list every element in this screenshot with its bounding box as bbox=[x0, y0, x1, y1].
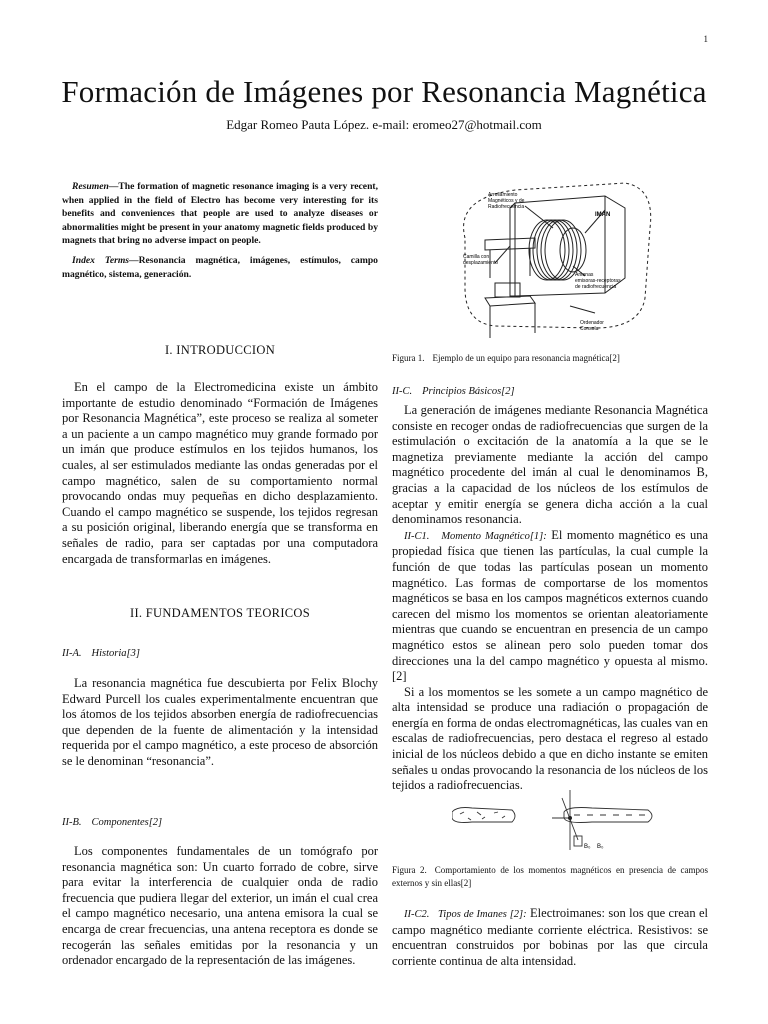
subsection-title: Componentes[2] bbox=[91, 817, 163, 828]
figure-2-caption bbox=[392, 864, 708, 889]
momento-title: Momento Magnético[1]: bbox=[441, 530, 547, 542]
abstract-block bbox=[62, 180, 378, 281]
figure-1-caption-text bbox=[392, 352, 708, 365]
fig1-label-camilla: Camilla con bbox=[463, 254, 490, 260]
paper-title: Formación de Imágenes por Resonancia Magnética bbox=[61, 74, 707, 109]
momento-paragraph bbox=[392, 528, 708, 685]
abstract-dash: — bbox=[108, 181, 119, 192]
fig1-label-iman: IMAN bbox=[595, 212, 611, 218]
index-terms-dash: — bbox=[129, 254, 139, 266]
figure-2-magnetic-moments bbox=[452, 788, 662, 858]
intro-body bbox=[62, 380, 378, 567]
componentes-paragraph: Los componentes fundamentales de un tomógrafo por resonancia magnética son: Un cuarto forrado de cobre, sirve para evitar la interferencia de cualquier onda de radio frecuencia que pudiera llegar del exterior, un imán el cual crea el campo magnético necesario, una antena emisora la cual se encarga de crear frecuencias, una antena receptora es donde se recogerán las señales emitidas por la resonancia y un ordenador encargado de la representación de las imágenes. bbox=[62, 844, 378, 968]
author-line: Edgar Romeo Pauta López. e-mail: eromeo27@hotmail.com bbox=[226, 117, 542, 132]
tipos-imanes-number: II-C2. bbox=[404, 909, 430, 920]
momento-heading bbox=[404, 531, 547, 542]
fig1-label-de-radiofrecuencia: de radiofrecuencia bbox=[575, 284, 617, 290]
section-heading-introduccion: I. INTRODUCCION bbox=[164, 343, 276, 357]
fig1-label-desplazamiento: desplazamiento bbox=[463, 260, 499, 266]
tipos-imanes-heading bbox=[404, 909, 527, 920]
subsection-title: Historia[3] bbox=[91, 648, 140, 659]
fig1-label-magneticos: Magnéticos y de bbox=[488, 198, 525, 204]
subsection-number: II-B. bbox=[62, 817, 82, 828]
figure-1-caption bbox=[392, 352, 708, 365]
fig1-label-antenas: Antenas bbox=[575, 272, 594, 278]
fig1-label-ordenador: Ordenador bbox=[580, 320, 604, 326]
subsection-heading-componentes bbox=[62, 817, 378, 828]
figure-2-caption-label: Figura 2. bbox=[392, 865, 427, 875]
tipos-imanes-paragraph bbox=[392, 906, 708, 969]
fig1-label-radiofrecuencia: Radiofrecuencia bbox=[488, 204, 525, 210]
fig2-label-n: B₀ bbox=[597, 844, 604, 850]
momento-number: II-C1. bbox=[404, 530, 430, 542]
abstract-paragraph bbox=[62, 180, 378, 248]
subsection-number: II-C. bbox=[392, 386, 413, 397]
componentes-body bbox=[62, 844, 378, 969]
subsection-heading-historia bbox=[62, 648, 378, 659]
historia-body bbox=[62, 676, 378, 770]
abstract-text: The formation of magnetic resonance imaging is a very recent, when applied in the field of Electro has become very interesting for its benefits and conveniences that people are used to analyze diseases or abnormalities might be present in your anatomy magnetic fields produced by magnets that bring no adverse impact on people. bbox=[62, 181, 378, 247]
tipos-imanes-body bbox=[392, 906, 708, 969]
fig1-label-emisoras: emisoras-receptoras bbox=[575, 278, 621, 284]
historia-paragraph: La resonancia magnética fue descubierta por Felix Blochy Edward Purcell los cuales experimentalmente encuentran que los átomos de los tejidos absorben energía de radiofrecuencias que dependen de la fuente de alimentación y la intensidad requerida por el campo magnético, a este proceso de absorción se le denominan “resonancia”. bbox=[62, 676, 378, 768]
tipos-imanes-title: Tipos de Imanes [2]: bbox=[438, 909, 527, 920]
subsection-title: Principios Básicos[2] bbox=[422, 386, 515, 397]
section-heading-fundamentos: II. FUNDAMENTOS TEORICOS bbox=[129, 606, 310, 620]
momento-paragraph-2: Si a los momentos se les somete a un campo magnético de alta intensidad se produce una radiación o propagación de energía en forma de ondas electromagnéticas, las cuales van en escalas de radiofrecuencias, pero destaca el regreso al estado inicial de los núcleos debido a que en dicho instante se emiten señales u ondas provocando la resonancia de los núcleos de los tejidos a radiofrecuencias. bbox=[392, 684, 708, 793]
tipos-imanes-text: Electroimanes: son los que crean el campo magnético mediante corriente eléctrica. Resistivos: se encuentran construidos por bobinas por las que circula corriente continua de alta intensidad. bbox=[392, 906, 709, 968]
mri-machine-illustration bbox=[455, 178, 655, 340]
figure-1-mri-machine bbox=[455, 178, 655, 340]
figure-1-caption-label: Figura 1. bbox=[392, 353, 425, 363]
figure-2-origin-point bbox=[568, 816, 572, 820]
fig1-label-consola: Consola bbox=[580, 326, 599, 332]
fig1-label-arrollamiento: Arrollamiento bbox=[488, 192, 518, 198]
subsection-heading-principios bbox=[392, 386, 708, 397]
figure-1-caption-body: Ejemplo de un equipo para resonancia magnética[2] bbox=[432, 353, 620, 363]
index-terms-paragraph bbox=[62, 254, 378, 281]
abstract-label: Resumen bbox=[72, 181, 109, 192]
magnetic-moments-illustration bbox=[452, 788, 662, 858]
fig2-label-b0: B₀ bbox=[584, 844, 591, 850]
subsection-number: II-A. bbox=[62, 648, 82, 659]
principios-paragraph: La generación de imágenes mediante Resonancia Magnética consiste en recoger ondas de radiofrecuencias que surgen de la estimulación o excitación de la anatomía a la que se le magnetiza previamente mediante la acción del campo magnético procedente del imán al cual le denominamos B, gracias a la capacidad de los núcleos de los estímulos de aceptar y emitir energía se genera dicha acción a la cual denominamos resonancia. bbox=[392, 403, 708, 527]
momento-text: El momento magnético es una propiedad física que tienen las partículas, la cual cumple la función de que todas las partículas posean un momento magnético. Las formas de comportarse de los momentos magnéticos se basa en los campos magnéticos externos cuando carecen del mismo los momentos se orientan aleatoriamente mientras que cuando se encuentran en presencia de un campo magnético estos se alinean pero solo pueden tomar dos direcciones una la del campo magnético y opuesta al mismo.[2] bbox=[392, 527, 709, 684]
index-terms-text: Resonancia magnética, imágenes, estímulos, campo magnético, sistema, generación. bbox=[62, 254, 378, 280]
index-terms-label: Index Terms bbox=[72, 254, 130, 266]
page-number: 1 bbox=[703, 34, 708, 44]
figure-2-caption-text bbox=[392, 864, 708, 889]
figure-2-caption-body: Comportamiento de los momentos magnéticos en presencia de campos externos y sin ellas[2] bbox=[392, 865, 709, 888]
principios-body bbox=[392, 403, 708, 794]
intro-paragraph: En el campo de la Electromedicina existe un ámbito importante de estudio denominado “Formación de Imágenes por Resonancia Magnética”, este proceso se realiza al someter a un paciente a un campo magnético muy grande formado por un imán que produce estímulos en los tejidos humanos, los cuales, al ser estimulados mediante las ondas generadas por el campo magnético, salen de su comportamiento normal provocando ondas muy pequeñas en dicho desplazamiento. Cuando el campo magnético se suspende, los tejidos regresan a su posición original, liberando energía que se transforma en señales de radio, para ser captadas por una computadora encargada de transformarlas en imágenes. bbox=[62, 380, 378, 566]
